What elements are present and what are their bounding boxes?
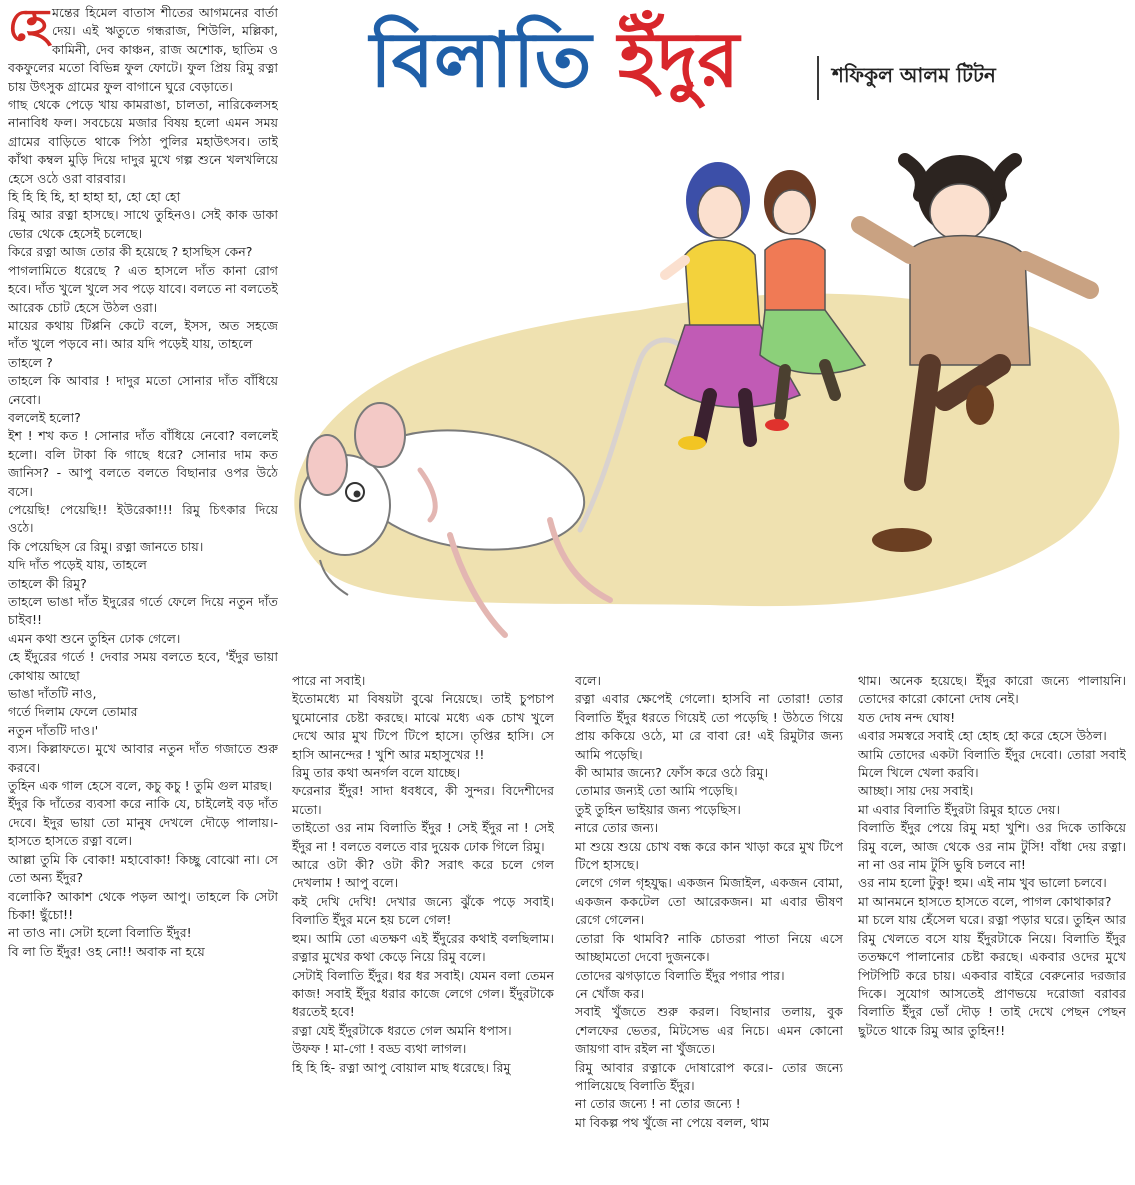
paragraph: ফরেনার ইঁদুর! সাদা ধবধবে, কী সুন্দর। বিদেশীদের মতো। <box>292 783 554 817</box>
title-part-blue: বিলাতি <box>370 15 618 104</box>
paragraph: না তাও না। সেটা হলো বিলাতি ইঁদুর! <box>8 925 192 941</box>
paragraph: বলোকি? আকাশ থেকে পড়ল আপু। তাহলে কি সেটা চিকা! ছুঁচো!! <box>8 888 278 922</box>
paragraph: লেগে গেল গৃহযুদ্ধ। একজন মিজাইল, একজন বোমা, একজন ককটেল তো আরেকজন। মা এবার ভীষণ রেগে গেলেন। <box>575 875 843 928</box>
paragraph: থাম। অনেক হয়েছে। ইঁদুর কারো জন্যে পালায়নি। তোদের কারো কোনো দোষ নেই। <box>858 673 1126 707</box>
paragraph: সেটাই বিলাতি ইঁদুর। ধর ধর সবাই। যেমন বলা তেমন কাজ! সবাই ইঁদুর ধরার কাজে লেগে গেল। ইঁদুরটাকে ধরতেই হবে! <box>292 967 554 1020</box>
article-column-4 <box>858 672 1126 1180</box>
title-part-red: ইঁদুর <box>617 15 740 104</box>
paragraph: তুই তুহিন ভাইয়ার জন্য পড়েছিস। <box>575 801 741 817</box>
paragraph: পেয়েছি! পেয়েছি!! ইউরেকা!!! রিমু চিৎকার দিয়ে ওঠে। <box>8 501 278 536</box>
paragraph: ইশ ! শখ কত ! সোনার দাঁত বাঁধিয়ে নেবো? বললেই হলো। বলি টাকা কি গাছে ধরে? সোনার দাম কত জানিস? - আপু বলতে বলতে বিছানার ওপর উঠে বসে। <box>8 428 278 499</box>
paragraph: আমি তোদের একটা বিলাতি ইঁদুর দেবো। তোরা সবাই মিলে খিলে খেলা করবি। <box>858 746 1126 781</box>
paragraph: বললেই হলো? <box>8 409 81 425</box>
author-name: শফিকুল আলম টিটন <box>832 63 996 87</box>
paragraph: পাগলামিতে ধরেছে ? এত হাসলে দাঁত কানা রোগ হবে। দাঁত খুলে খুলে সব পড়ে যাবে। বলতে না বলতেই আরেক চোট হেসে উঠল ওরা। <box>8 262 278 315</box>
paragraph: তুহিন এক গাল হেসে বলে, কচু কচু ! তুমি গুল মারছ। <box>8 778 273 794</box>
paragraph: মন্তের হিমেল বাতাস শীতের আগমনের বার্তা দেয়। এই ঋতুতে গন্ধরাজ, শিউলি, মল্লিকা, কামিনী, দেব কাঞ্চন, রাজ অশোক, ছাতিম ও বকফুলের মতো বিভিন্ন ফুল ফোটে। ফুল প্রিয় রিমু রত্না চায় উৎসুক গ্রামের ফুল বাগানে ঘুরে বেড়াতে। <box>8 5 278 94</box>
paragraph: হি হি হি হি, হা হাহা হা, হো হো হো <box>8 189 181 205</box>
paragraph: মায়ের কথায় টিপ্পনি কেটে বলে, ইসস, অত সহজে দাঁত খুলে পড়বে না। আর যদি পড়েই যায়, তাহলে <box>8 317 278 352</box>
paragraph: তাইতো ওর নাম বিলাতি ইঁদুর ! সেই ইঁদুর না ! সেই ইঁদুর না ! বলতে বলতে বার দুয়েক ঢোক গিলে রিমু। <box>292 820 554 854</box>
paragraph: কিরে রত্না আজ তোর কী হয়েছে ? হাসছিস কেন? <box>8 244 253 260</box>
paragraph: রত্না এবার ক্ষেপেই গেলো। হাসবি না তোরা! তোর বিলাতি ইঁদুর ধরতে গিয়েই তো পড়েছি ! উঠতে গিয়ে প্রায় ককিয়ে ওঠে, মা রে বাবা রে! এই রিমুটার জন্য আমি পড়েছি। <box>575 691 843 762</box>
paragraph: গর্তে দিলাম ফেলে তোমার <box>8 704 138 720</box>
paragraph: আরে ওটা কী? ওটা কী? সরাৎ করে চলে গেল দেখলাম ! আপু বলে। <box>292 857 554 891</box>
paragraph: কী আমার জন্যে? ফোঁস করে ওঠে রিমু। <box>575 765 769 781</box>
paragraph: রিমু আর রত্না হাসছে। সাথে তুহিনও। সেই কাক ডাকা ভোর থেকে হেসেই চলেছে। <box>8 207 278 241</box>
paragraph: তাহলে ? <box>8 354 53 370</box>
paragraph: যদি দাঁত পড়েই যায়, তাহলে <box>8 557 147 573</box>
column-1-paragraphs <box>8 4 278 961</box>
paragraph: যত দোষ নন্দ ঘোষ! <box>858 709 956 725</box>
paragraph: রিমু তার কথা অনর্গল বলে যাচ্ছে। <box>292 765 461 781</box>
paragraph: ইতোমধ্যে মা বিষয়টা বুঝে নিয়েছে। তাই চুপচাপ ঘুমোনোর চেষ্টা করছে। মাঝে মধ্যে এক চোখ খুলে দেখে আর মুখ টিপে টিপে হাসে। তৃপ্তির হাসি। সে হাসি আনন্দের ! খুশি আর মহাসুখের !! <box>292 691 554 762</box>
paragraph: তোদের ঝগড়াতে বিলাতি ইঁদুর পগার পার। <box>575 967 785 983</box>
article-column-3 <box>575 672 843 1180</box>
paragraph: রিমু আবার রত্নাকে দোষারোপ করে।- তোর জন্যে পালিয়েছে বিলাতি ইঁদুর। <box>575 1059 843 1093</box>
paragraph: এবার সমস্বরে সবাই হো হোহ হো করে হেসে উঠল। <box>858 728 1107 744</box>
paragraph: নারে তোর জন্য। <box>575 820 659 836</box>
paragraph: নতুন দাঁতটি দাও।' <box>8 722 99 738</box>
paragraph: হি হি হি- রত্না আপু বোয়াল মাছ ধরেছে। রিমু <box>292 1059 511 1075</box>
paragraph: না তোর জন্যে ! না তোর জন্যে ! <box>575 1096 741 1112</box>
paragraph: কি পেয়েছিস রে রিমু। রত্না জানতে চায়। <box>8 538 204 554</box>
story-illustration <box>280 140 1135 670</box>
story-header <box>370 10 1130 130</box>
article-column-2 <box>292 672 554 1180</box>
paragraph: ওর নাম হলো টুকু! হুম। এই নাম খুব ভালো চলবে। <box>858 875 1107 891</box>
paragraph: মা এবার বিলাতি ইঁদুরটা রিমুর হাতে দেয়। <box>858 801 1061 817</box>
paragraph: মা বিকল্প পথ খুঁজে না পেয়ে বলল, থাম <box>575 1114 770 1130</box>
paragraph: কই দেখি দেখি! দেখার জন্যে ঝুঁকে পড়ে সবাই। বিলাতি ইঁদুর মনে হয় চলে গেল! <box>292 893 554 928</box>
paragraph: বি লা তি ইঁদুর! ওহ নো!! অবাক না হয়ে <box>8 943 205 959</box>
paragraph: ব্যস। কিল্লাফতে। মুখে আবার নতুন দাঁত গজাতে শুরু করবে। <box>8 741 278 775</box>
paragraph: বিলাতি ইঁদুর পেয়ে রিমু মহা খুশি। ওর দিকে তাকিয়ে রিমু বলে, আজ থেকে ওর নাম টুসি! বাঁধা দেয় রত্না। না না ওর নাম টুসি ভুষি চলবে না! <box>858 820 1126 873</box>
paragraph: এমন কথা শুনে তুহিন ঢোক গেলে। <box>8 630 181 646</box>
paragraph: সবাই খুঁজতে শুরু করল। বিছানার তলায়, বুক শেলফের ভেতর, মিটসেভ এর নিচে। এমন কোনো জায়গা বাদ রইল না খুঁজতে। <box>575 1004 843 1057</box>
paragraph: উফফ ! মা-গো ! বড্ড ব্যথা লাগল। <box>292 1041 467 1057</box>
paragraph: মা আনমনে হাসতে হাসতে বলে, পাগল কোথাকার? <box>858 893 1112 909</box>
paragraph: তাহলে কি আবার ! দাদুর মতো সোনার দাঁত বাঁধিয়ে নেবো। <box>8 373 278 407</box>
paragraph: তোমার জন্যই তো আমি পড়েছি। <box>575 783 738 799</box>
title-separator <box>817 56 819 100</box>
paragraph: গাছ থেকে পেড়ে খায় কামরাঙা, চালতা, নারিকেলসহ নানাবিধ ফল। সবচেয়ে মজার বিষয় হলো এমন সময় গ্রামের বাড়িতে থাকে পিঠা পুলির মহাউৎসব। তাই কাঁথা কম্বল মুড়ি দিয়ে দাদুর মুখে গল্প শুনে খলখলিয়ে হেসে ওঠে ওরা বারবার। <box>8 97 278 186</box>
story-title <box>370 10 739 110</box>
paragraph: রত্না যেই ইঁদুরটাকে ধরতে গেল অমনি ধপাস। <box>292 1022 512 1038</box>
paragraph: মা চলে যায় হেঁসেল ঘরে। রত্না পড়ার ঘরে। তুহিন আর রিমু খেলতে বসে যায় ইঁদুরটাকে নিয়ে। বিলাতি ইঁদুর ততক্ষণে পালানোর চেষ্টা করছে। একবার ওদের মুখে পিটপিটি করে চায়। একবার বাইরে বেরুনোর দরজার দিকে। সুযোগ আসতেই প্রাণভয়ে দরোজা বরাবর বিলাতি ইঁদুর ভোঁ দৌড় ! তাই দেখে পেছন পেছন ছুটতে থাকে রিমু আর তুহিন!! <box>858 912 1126 1038</box>
dropcap: হে <box>8 4 49 51</box>
paragraph: হুম। আমি তো এতক্ষণ এই ইঁদুরের কথাই বলছিলাম। রত্নার মুখের কথা কেড়ে নিয়ে রিমু বলে। <box>292 930 554 965</box>
paragraph: পারে না সবাই। <box>292 673 366 688</box>
paragraph: মা শুয়ে শুয়ে চোখ বন্ধ করে কান খাড়া করে মুখ টিপে টিপে হাসছে। <box>575 838 843 873</box>
paragraph: তাহলে কী রিমু? <box>8 575 87 591</box>
paragraph: আল্লা তুমি কি বোকা! মহাবোকা! কিচ্ছু বোঝো না। সে তো অন্য ইঁদুর? <box>8 851 278 886</box>
paragraph: ভাঙা দাঁতটি নাও, <box>8 686 97 702</box>
paragraph: তাহলে ভাঙা দাঁত ইদুরের গর্তে ফেলে দিয়ে নতুন দাঁত চাইব!! <box>8 594 278 628</box>
paragraph: তোরা কি থামবি? নাকি চোতরা পাতা নিয়ে এসে আচ্ছামতো দেবো দুজনকে। <box>575 930 843 965</box>
paragraph: নে খোঁজ কর। <box>575 985 645 1001</box>
article-column-1 <box>8 4 278 1180</box>
paragraph: ইঁদুর কি দাঁতের ব্যবসা করে নাকি যে, চাইলেই বড় দাঁত দেবে। ইদুর ভায়া তো মানুষ দেখলে দৌড়ে পালায়।- হাসতে হাসতে রত্না বলে। <box>8 796 278 849</box>
paragraph: বলে। <box>575 673 601 688</box>
paragraph: আচ্ছা। সায় দেয় সবাই। <box>858 783 974 799</box>
paragraph: হে ইঁদুরের গর্তে ! দেবার সময় বলতে হবে, 'ইঁদুর ভায়া কোথায় আছো <box>8 649 278 683</box>
